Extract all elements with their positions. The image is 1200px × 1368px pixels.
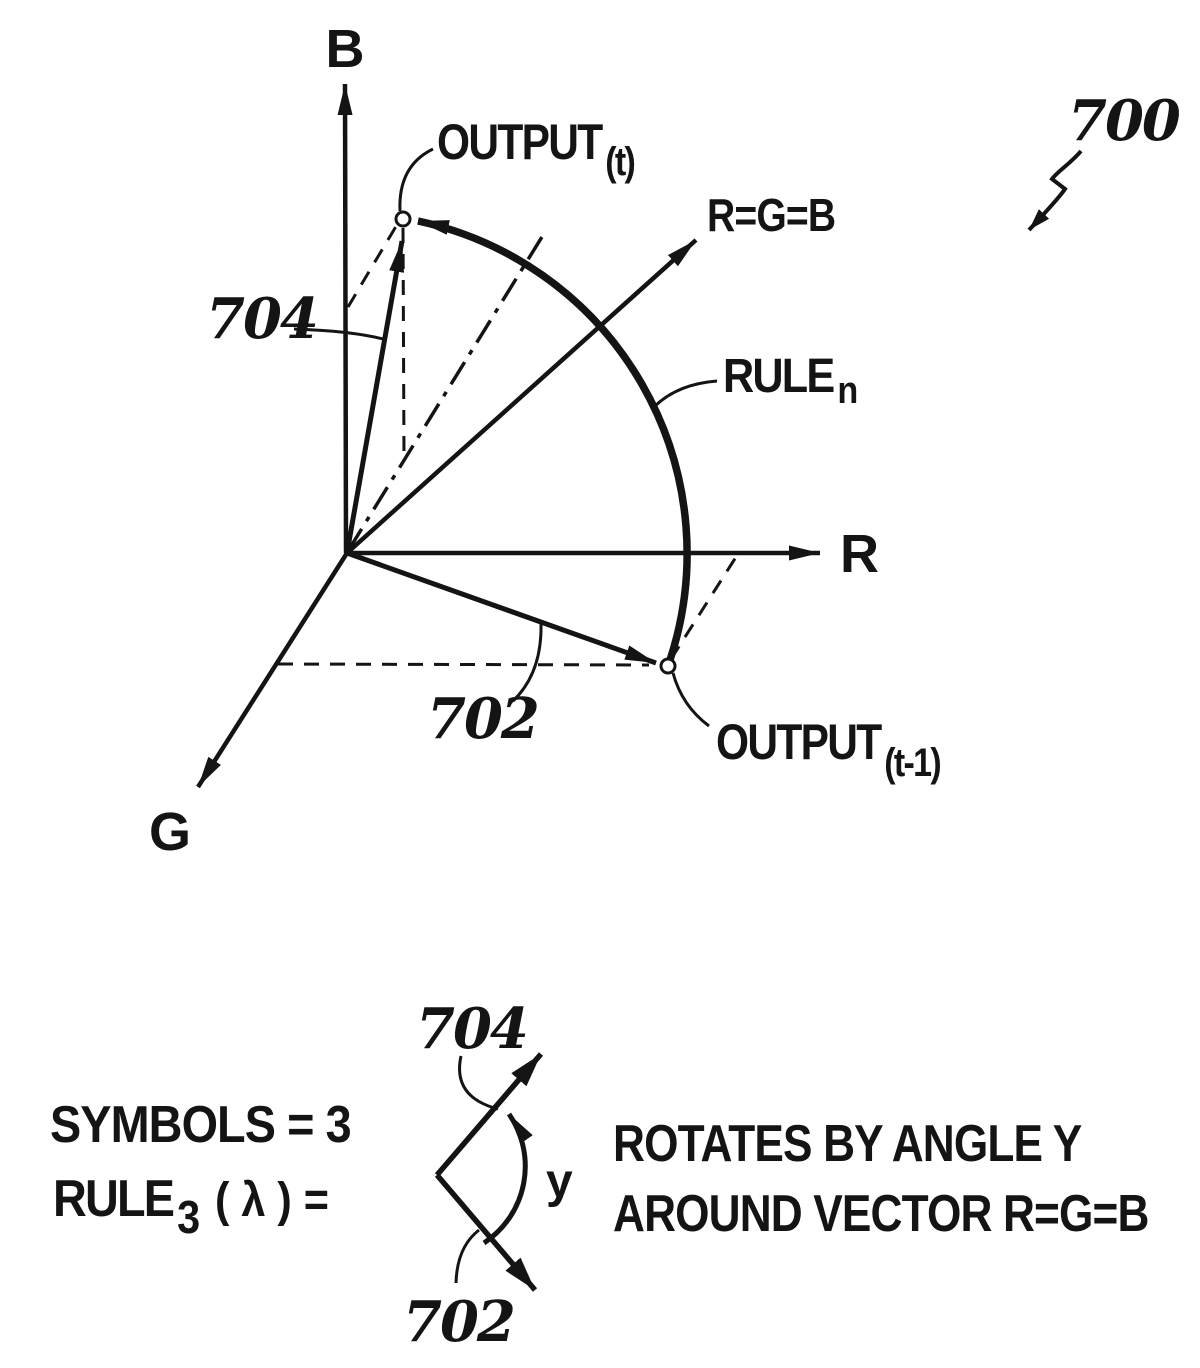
rule3-equation — [53, 1170, 329, 1244]
output-t1-leader-line — [673, 673, 709, 726]
mini-ref-number-702: 702 — [403, 1289, 514, 1355]
mini-ref-number-704: 704 — [416, 996, 527, 1062]
output-t-label-main: OUTPUT — [437, 113, 602, 170]
rule-n-label — [723, 349, 858, 412]
caption-line-2: AROUND VECTOR R=G=B — [613, 1184, 1149, 1243]
output-t-tip-circle — [396, 212, 410, 226]
g-axis-arrow — [198, 553, 347, 787]
r-axis-label: R — [840, 524, 879, 584]
b-axis-arrow — [345, 84, 346, 553]
rule-n-leader-line — [655, 381, 717, 406]
rgb-diagonal-vector-arrow — [347, 240, 696, 553]
rgb-axis-label: R=G=B — [707, 190, 836, 242]
output-t1-tip-circle — [661, 659, 675, 673]
g-axis-label: G — [148, 802, 192, 862]
output-t1-vector-702 — [347, 553, 656, 663]
rule-n-label-main: RULE — [723, 348, 834, 403]
rule3-equation-subscript: 3 — [177, 1192, 201, 1244]
ref-number-702: 702 — [427, 686, 538, 752]
b-axis-label: B — [325, 19, 365, 79]
ref-700-zigzag-arrow — [1029, 151, 1081, 230]
symbols-equation: SYMBOLS = 3 — [50, 1095, 351, 1154]
mini-rotation-angle-arc — [484, 1114, 525, 1243]
rule3-equation-name: RULE — [53, 1169, 174, 1228]
projection-dashed-horizontal — [278, 664, 649, 665]
projection-dashed-vertical — [403, 228, 404, 457]
output-t1-label — [716, 714, 940, 785]
output-t1-label-main: OUTPUT — [716, 713, 881, 770]
output-t-label-subscript: (t) — [605, 138, 635, 184]
mini-704-leader-line — [460, 1056, 498, 1109]
rule3-equation-args: ( λ ) = — [215, 1172, 330, 1227]
mini-702-leader-line — [456, 1230, 479, 1283]
rule-n-label-subscript: n — [837, 368, 859, 412]
ref-number-704: 704 — [206, 286, 317, 352]
output-t-label — [437, 114, 635, 184]
ref-number-700: 700 — [1068, 88, 1179, 154]
caption-line-1: ROTATES BY ANGLE Y — [613, 1114, 1082, 1173]
rotation-angle-label: y — [546, 1155, 573, 1208]
output-t-leader-line — [400, 149, 433, 211]
output-t1-label-subscript: (t-1) — [884, 739, 940, 785]
